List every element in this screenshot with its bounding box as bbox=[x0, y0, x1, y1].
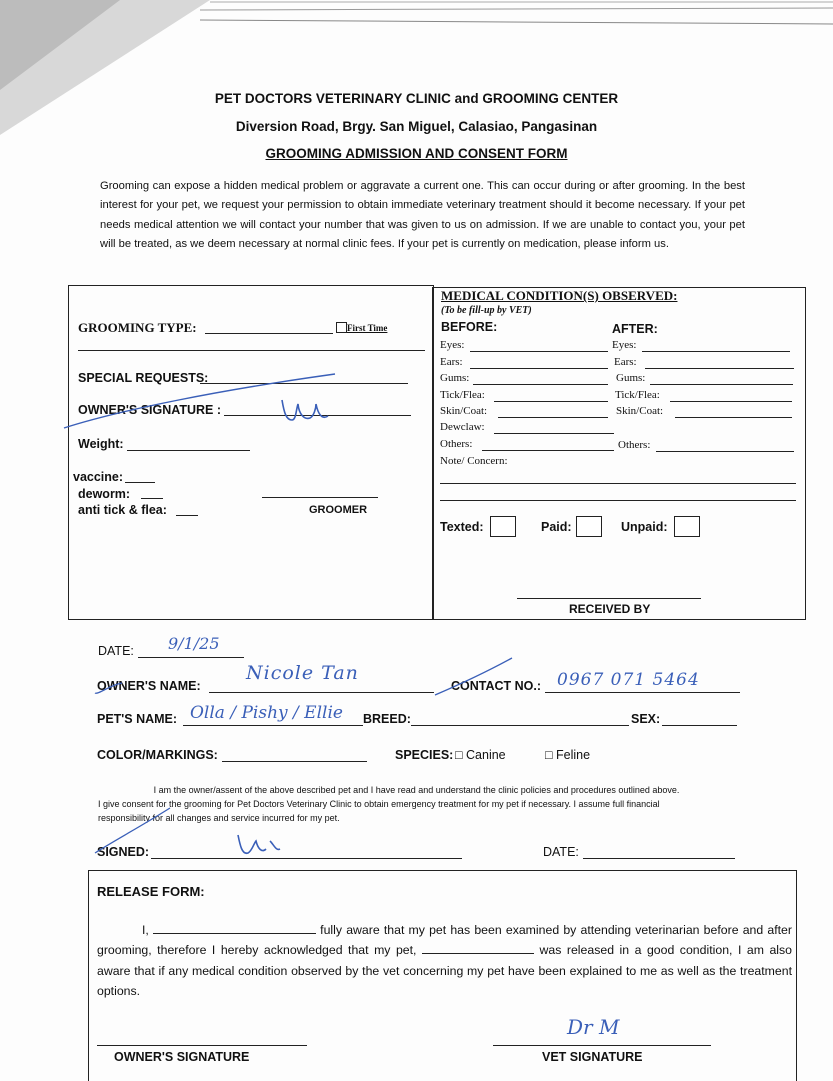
release-text-b: fully aware that my pet has been examined by attending veterinarian before and after grooming, therefore I hereby acknowledged that my pet, bbox=[97, 923, 792, 958]
intro-paragraph: Grooming can expose a hidden medical problem or aggravate a current one. This can occur during or after grooming. In the best interest for your pet, we request your permission to obtain immediate veterinary treatment should it become necessary. If your pet needs medical attention we will contact your number that was given to us on admission. If we are unable to contact you, your pet will be treated, as we deem necessary at normal clinic fees. If your pet is currently on medication, please inform us. bbox=[100, 180, 745, 251]
contact-value: 0967 071 5464 bbox=[557, 670, 700, 690]
release-owner-signature-line[interactable] bbox=[97, 1045, 307, 1046]
before-others-line[interactable] bbox=[482, 450, 614, 451]
before-eyes-label: Eyes: bbox=[440, 339, 465, 351]
vet-signature-line[interactable] bbox=[493, 1045, 711, 1046]
received-by-line[interactable] bbox=[517, 598, 701, 599]
pet-name-value: Olla / Pishy / Ellie bbox=[190, 703, 343, 723]
before-dewclaw-line[interactable] bbox=[494, 433, 614, 434]
weight-line[interactable] bbox=[127, 450, 250, 451]
after-tickflea-line[interactable] bbox=[670, 401, 792, 402]
after-label: AFTER: bbox=[612, 322, 658, 336]
after-skincoat-label: Skin/Coat: bbox=[616, 405, 664, 417]
before-ears-label: Ears: bbox=[440, 356, 463, 368]
date2-label: DATE: bbox=[543, 845, 579, 859]
owner-signature-handwriting bbox=[60, 370, 410, 435]
release-pet-blank[interactable] bbox=[422, 941, 534, 954]
consent-line-2: I give consent for the grooming for Pet Doctors Veterinary Clinic to obtain emergency treatment for my pet if necessary. I assume full financial bbox=[98, 799, 660, 809]
sex-line[interactable] bbox=[662, 725, 737, 726]
pet-name-label: PET'S NAME: bbox=[97, 712, 178, 726]
before-tickflea-line[interactable] bbox=[494, 401, 608, 402]
antitick-label: anti tick & flea: bbox=[78, 503, 167, 517]
unpaid-label: Unpaid: bbox=[621, 520, 668, 534]
medical-box bbox=[432, 287, 806, 620]
after-skincoat-line[interactable] bbox=[675, 417, 792, 418]
release-owner-blank[interactable] bbox=[153, 921, 316, 934]
before-ears-line[interactable] bbox=[470, 368, 608, 369]
weight-label: Weight: bbox=[78, 437, 124, 451]
contact-line[interactable] bbox=[545, 692, 740, 693]
before-label: BEFORE: bbox=[441, 320, 498, 334]
after-eyes-line[interactable] bbox=[642, 351, 790, 352]
note-line-1[interactable] bbox=[440, 483, 796, 484]
sex-label: SEX: bbox=[631, 712, 661, 726]
release-title: RELEASE FORM: bbox=[97, 884, 205, 899]
consent-line-3: responsibility for all changes and service incurred for my pet. bbox=[98, 813, 340, 823]
medical-title: MEDICAL CONDITION(S) OBSERVED: bbox=[441, 288, 678, 303]
before-gums-line[interactable] bbox=[473, 384, 608, 385]
before-eyes-line[interactable] bbox=[470, 351, 608, 352]
note-concern-label: Note/ Concern: bbox=[440, 455, 508, 467]
pet-name-line[interactable] bbox=[183, 725, 363, 726]
form-title: GROOMING ADMISSION AND CONSENT FORM bbox=[265, 146, 568, 161]
grooming-type-line[interactable] bbox=[205, 333, 333, 334]
before-skincoat-line[interactable] bbox=[498, 417, 608, 418]
groomer-line[interactable] bbox=[262, 497, 378, 498]
date-value: 9/1/25 bbox=[168, 634, 220, 653]
date2-line[interactable] bbox=[583, 858, 735, 859]
after-gums-label: Gums: bbox=[616, 372, 646, 384]
after-others-line[interactable] bbox=[656, 451, 794, 452]
after-others-label: Others: bbox=[618, 439, 651, 451]
release-paragraph bbox=[97, 920, 792, 1001]
breed-line[interactable] bbox=[411, 725, 629, 726]
grooming-type-label: GROOMING TYPE: bbox=[78, 320, 197, 335]
deworm-label: deworm: bbox=[78, 487, 131, 501]
after-eyes-label: Eyes: bbox=[612, 339, 637, 351]
vaccine-label: vaccine: bbox=[73, 470, 124, 484]
before-others-label: Others: bbox=[440, 438, 473, 450]
first-time-label: First Time bbox=[347, 323, 388, 333]
canine-option[interactable]: □ Canine bbox=[455, 748, 506, 762]
paid-label: Paid: bbox=[541, 520, 572, 534]
unpaid-checkbox[interactable] bbox=[674, 516, 700, 537]
texted-label: Texted: bbox=[440, 520, 484, 534]
vet-signature-label: VET SIGNATURE bbox=[542, 1050, 643, 1064]
groomer-label: GROOMER bbox=[309, 504, 368, 516]
owner-line-strike bbox=[90, 655, 530, 705]
breed-label: BREED: bbox=[363, 712, 411, 726]
vaccine-line[interactable] bbox=[125, 482, 155, 483]
paid-checkbox[interactable] bbox=[576, 516, 602, 537]
first-time-checkbox[interactable] bbox=[336, 322, 347, 333]
release-text-a: I, bbox=[142, 923, 153, 937]
consent-line-1: I am the owner/assent of the above described pet and I have read and understand the clinic policies and procedures outlined above. bbox=[153, 785, 680, 795]
contact-label: CONTACT NO.: bbox=[451, 679, 542, 693]
feline-option[interactable]: □ Feline bbox=[545, 748, 591, 762]
release-owner-signature-label: OWNER'S SIGNATURE bbox=[114, 1050, 250, 1064]
received-by-label: RECEIVED BY bbox=[569, 602, 651, 616]
grooming-type-line-2[interactable] bbox=[78, 350, 425, 351]
signed-label: SIGNED: bbox=[97, 845, 150, 859]
before-gums-label: Gums: bbox=[440, 372, 470, 384]
release-text-c: was released in a good condition, I am also aware that if any medical condition observed by the vet concerning my pet have been explained to me as well as the treatment options. bbox=[97, 943, 793, 998]
medical-subtitle: (To be fill-up by VET) bbox=[441, 305, 532, 316]
date-label: DATE: bbox=[98, 644, 134, 658]
note-line-2[interactable] bbox=[440, 500, 796, 501]
antitick-line[interactable] bbox=[176, 515, 198, 516]
before-tickflea-label: Tick/Flea: bbox=[440, 389, 485, 401]
vet-signature-handwriting: Dr M bbox=[567, 1015, 620, 1039]
before-dewclaw-label: Dewclaw: bbox=[440, 421, 485, 433]
special-requests-label: SPECIAL REQUESTS: bbox=[78, 371, 209, 385]
before-skincoat-label: Skin/Coat: bbox=[440, 405, 488, 417]
clinic-name: PET DOCTORS VETERINARY CLINIC and GROOMING CENTER bbox=[214, 91, 619, 106]
color-markings-line[interactable] bbox=[222, 761, 367, 762]
signed-handwriting bbox=[90, 805, 300, 865]
after-ears-line[interactable] bbox=[645, 368, 794, 369]
species-label: SPECIES: bbox=[395, 748, 454, 762]
texted-checkbox[interactable] bbox=[490, 516, 516, 537]
after-gums-line[interactable] bbox=[650, 384, 793, 385]
paper-fold-shadow bbox=[0, 0, 833, 160]
color-markings-label: COLOR/MARKINGS: bbox=[97, 748, 218, 762]
owner-signature-label: OWNER'S SIGNATURE : bbox=[78, 403, 222, 417]
after-ears-label: Ears: bbox=[614, 356, 637, 368]
deworm-line[interactable] bbox=[141, 498, 163, 499]
clinic-address: Diversion Road, Brgy. San Miguel, Calasiao, Pangasinan bbox=[235, 119, 598, 134]
after-tickflea-label: Tick/Flea: bbox=[615, 389, 660, 401]
owner-name-value: Nicole Tan bbox=[246, 662, 359, 684]
owner-name-label: OWNER'S NAME: bbox=[97, 679, 201, 693]
